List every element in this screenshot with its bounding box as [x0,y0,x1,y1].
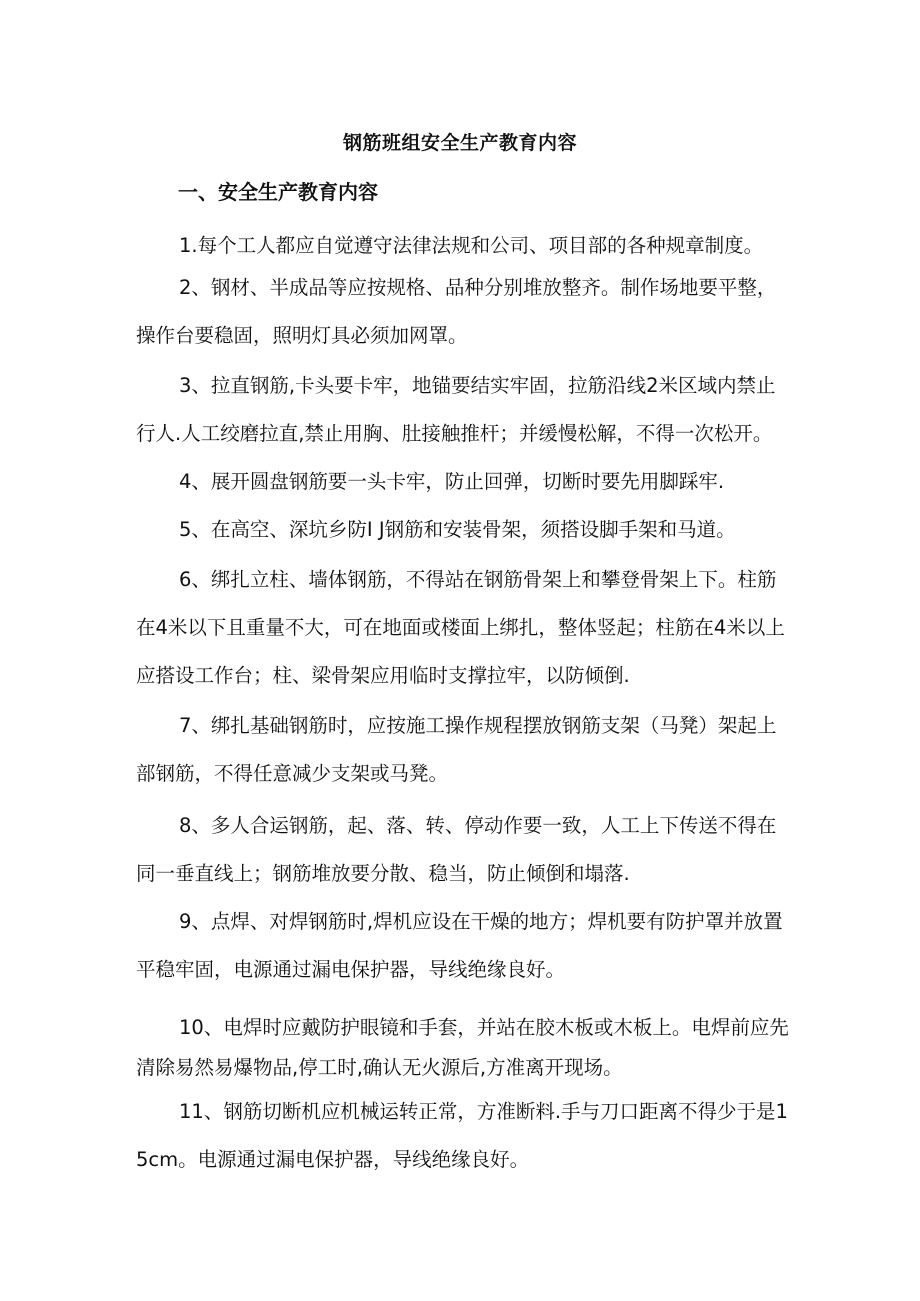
paragraph-5: 5、在高空、深坑乡防I J钢筋和安装骨架，须搭设脚手架和马道。 [179,518,736,541]
paragraph-7: 7、绑扎基础钢筋时，应按施工操作规程摆放钢筋支架（马凳）架起上部钢筋，不得任意减少支架或马凳。 [136,714,777,785]
paragraph-3: 3、拉直钢筋,卡头要卡牢，地锚要结实牢固，拉筋沿线2米区域内禁止行人.人工绞磨拉直,禁止用胸、肚接触推杆；并缓慢松解，不得一次松开。 [136,374,776,445]
paragraph-4: 4、展开圆盘钢筋要一头卡牢，防止回弹，切断时要先用脚踩牢. [179,470,725,493]
paragraph-1: 1.每个工人都应自觉遵守法律法规和公司、项目部的各种规章制度。 [179,234,764,257]
paragraph-2: 2、钢材、半成品等应按规格、品种分别堆放整齐。制作场地要平整，操作台要稳固，照明灯具必须加网罩。 [136,276,777,347]
paragraph-11: 11、钢筋切断机应机械运转正常，方准断料.手与刀口距离不得少于是15cm。电源通过漏电保护器，导线绝缘良好。 [136,1100,788,1171]
section-heading: 一、安全生产教育内容 [178,180,378,204]
paragraph-6: 6、绑扎立柱、墙体钢筋，不得站在钢筋骨架上和攀登骨架上下。柱筋在4米以下且重量不大，可在地面或楼面上绑扎，整体竖起；柱筋在4米以上应搭设工作台；柱、梁骨架应用临时支撑拉牢，以防倾倒. [136,568,785,687]
paragraph-8: 8、多人合运钢筋，起、落、转、停动作要一致，人工上下传送不得在同一垂直线上；钢筋堆放要分散、稳当，防止倾倒和塌落. [136,814,777,885]
page-title: 钢筋班组安全生产教育内容 [342,132,577,154]
paragraph-9: 9、点焊、对焊钢筋时,焊机应设在干燥的地方；焊机要有防护罩并放置平稳牢固，电源通过漏电保护器，导线绝缘良好。 [136,910,783,981]
paragraph-10: 10、电焊时应戴防护眼镜和手套，并站在胶木板或木板上。电焊前应先清除易然易爆物品,停工时,确认无火源后,方准离开现场。 [136,1016,789,1079]
